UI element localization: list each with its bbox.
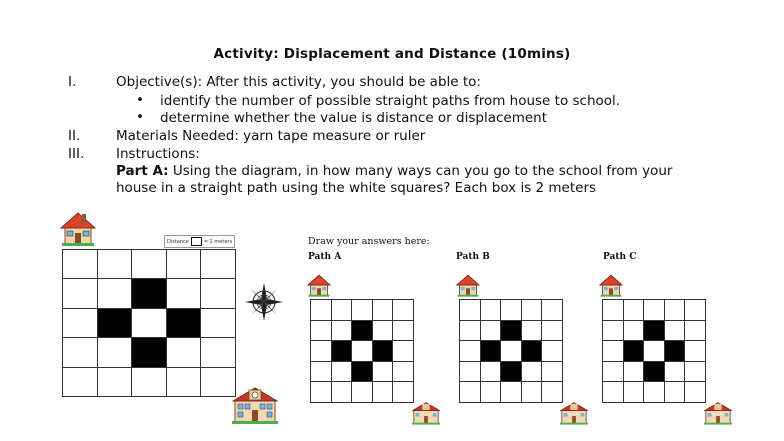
- grid-cell-empty[interactable]: [685, 300, 706, 321]
- grid-row: [63, 367, 236, 396]
- grid-cell-empty[interactable]: [166, 338, 201, 367]
- objective-text: Objective(s): After this activity, you should be able to:: [116, 74, 481, 90]
- grid-cell-empty[interactable]: [644, 341, 665, 362]
- grid-cell-empty[interactable]: [603, 361, 624, 382]
- grid-cell-empty[interactable]: [393, 300, 414, 321]
- grid-cell-empty[interactable]: [623, 300, 644, 321]
- grid-cell-empty[interactable]: [132, 367, 167, 396]
- grid-cell-empty[interactable]: [623, 382, 644, 403]
- grid-cell-filled: [501, 361, 522, 382]
- part-a-line: [116, 163, 672, 179]
- grid-cell-filled: [521, 341, 542, 362]
- grid-cell-empty[interactable]: [331, 361, 352, 382]
- grid-cell-empty[interactable]: [201, 308, 236, 337]
- grid-cell-empty[interactable]: [201, 338, 236, 367]
- grid-row: [63, 250, 236, 279]
- instructions-text: Instructions:: [116, 146, 200, 162]
- grid-row: [311, 300, 414, 321]
- answer-grid-b[interactable]: [459, 299, 563, 403]
- grid-row: [311, 361, 414, 382]
- grid-cell-empty[interactable]: [166, 279, 201, 308]
- grid-row: [311, 320, 414, 341]
- grid-cell-empty[interactable]: [372, 320, 393, 341]
- grid-cell-empty[interactable]: [393, 320, 414, 341]
- grid-cell-empty[interactable]: [542, 341, 563, 362]
- grid-cell-empty[interactable]: [132, 308, 167, 337]
- grid-row: [460, 341, 563, 362]
- grid-cell-empty[interactable]: [480, 320, 501, 341]
- grid-cell-empty[interactable]: [521, 320, 542, 341]
- grid-cell-empty[interactable]: [331, 300, 352, 321]
- grid-cell-empty[interactable]: [372, 382, 393, 403]
- grid-cell-filled: [372, 341, 393, 362]
- grid-cell-empty[interactable]: [352, 300, 373, 321]
- answer-grid-a[interactable]: [310, 299, 414, 403]
- house-icon: [455, 272, 481, 298]
- grid-cell-empty[interactable]: [603, 341, 624, 362]
- grid-cell-empty[interactable]: [393, 361, 414, 382]
- grid-cell-empty[interactable]: [685, 382, 706, 403]
- grid-cell-empty[interactable]: [460, 361, 481, 382]
- grid-cell-empty[interactable]: [603, 382, 624, 403]
- grid-cell-empty[interactable]: [166, 250, 201, 279]
- grid-cell-empty[interactable]: [603, 300, 624, 321]
- answer-grid-c[interactable]: [602, 299, 706, 403]
- path-a-label: Path A: [308, 252, 342, 262]
- grid-cell-filled: [644, 320, 665, 341]
- materials-text: Materials Needed: yarn tape measure or ruler: [116, 128, 426, 144]
- path-b-label: Path B: [456, 252, 490, 262]
- grid-row: [311, 382, 414, 403]
- grid-cell-empty[interactable]: [542, 361, 563, 382]
- grid-cell-empty[interactable]: [372, 361, 393, 382]
- grid-cell-filled: [352, 361, 373, 382]
- legend-box: [191, 237, 202, 246]
- bullet-icon: •: [136, 92, 144, 108]
- house-icon: [598, 272, 624, 298]
- grid-cell-empty[interactable]: [664, 382, 685, 403]
- grid-cell-filled: [644, 361, 665, 382]
- grid-cell-empty[interactable]: [623, 361, 644, 382]
- grid-cell-empty[interactable]: [542, 320, 563, 341]
- grid-cell-empty[interactable]: [685, 361, 706, 382]
- grid-cell-empty[interactable]: [480, 300, 501, 321]
- school-icon: [412, 400, 440, 426]
- grid-cell-empty[interactable]: [542, 300, 563, 321]
- grid-cell-empty[interactable]: [460, 320, 481, 341]
- grid-cell-empty[interactable]: [97, 367, 132, 396]
- grid-row: [63, 338, 236, 367]
- grid-cell-filled: [97, 308, 132, 337]
- grid-row: [603, 300, 706, 321]
- grid-cell-filled: [132, 338, 167, 367]
- house-icon: [306, 272, 332, 298]
- grid-row: [460, 320, 563, 341]
- scale-legend: [164, 235, 235, 248]
- school-icon: [704, 400, 732, 426]
- grid-cell-empty[interactable]: [201, 367, 236, 396]
- grid-cell-empty[interactable]: [603, 320, 624, 341]
- grid-cell-empty[interactable]: [166, 367, 201, 396]
- grid-cell-filled: [664, 341, 685, 362]
- grid-row: [311, 341, 414, 362]
- grid-cell-empty[interactable]: [63, 338, 98, 367]
- section-numeral: II.: [68, 128, 81, 144]
- grid-row: [63, 279, 236, 308]
- grid-cell-empty[interactable]: [664, 361, 685, 382]
- grid-cell-filled: [501, 320, 522, 341]
- grid-cell-empty[interactable]: [460, 300, 481, 321]
- grid-row: [603, 361, 706, 382]
- grid-cell-empty[interactable]: [63, 367, 98, 396]
- grid-cell-empty[interactable]: [311, 300, 332, 321]
- grid-cell-empty[interactable]: [480, 361, 501, 382]
- grid-cell-empty[interactable]: [644, 300, 665, 321]
- grid-cell-empty[interactable]: [97, 338, 132, 367]
- grid-cell-empty[interactable]: [63, 279, 98, 308]
- grid-cell-empty[interactable]: [132, 250, 167, 279]
- grid-row: [603, 320, 706, 341]
- path-c-label: Path C: [603, 252, 637, 262]
- school-icon: [232, 384, 278, 426]
- grid-cell-empty[interactable]: [501, 341, 522, 362]
- bullet-icon: •: [136, 109, 144, 125]
- grid-cell-empty[interactable]: [311, 382, 332, 403]
- grid-cell-empty[interactable]: [331, 320, 352, 341]
- grid-cell-empty[interactable]: [97, 250, 132, 279]
- grid-cell-empty[interactable]: [501, 382, 522, 403]
- house-icon: [58, 208, 98, 248]
- legend-left-text: Distance: [167, 238, 189, 245]
- grid-cell-empty[interactable]: [521, 382, 542, 403]
- legend-right-text: = 2 meters: [203, 238, 233, 245]
- school-icon: [560, 400, 588, 426]
- grid-cell-empty[interactable]: [393, 382, 414, 403]
- grid-cell-filled: [623, 341, 644, 362]
- part-a-text-cont: house in a straight path using the white squares? Each box is 2 meters: [116, 180, 597, 196]
- grid-row: [460, 382, 563, 403]
- draw-answers-label: Draw your answers here:: [308, 236, 430, 247]
- grid-cell-empty[interactable]: [352, 382, 373, 403]
- grid-cell-filled: [480, 341, 501, 362]
- section-numeral: III.: [68, 146, 85, 162]
- grid-row: [460, 361, 563, 382]
- grid-row: [603, 341, 706, 362]
- grid-cell-empty[interactable]: [311, 341, 332, 362]
- grid-cell-empty[interactable]: [460, 341, 481, 362]
- grid-cell-empty[interactable]: [63, 308, 98, 337]
- grid-row: [63, 308, 236, 337]
- compass-icon: [244, 282, 284, 322]
- objective-bullet: determine whether the value is distance or displacement: [160, 110, 548, 126]
- grid-cell-empty[interactable]: [311, 361, 332, 382]
- grid-cell-empty[interactable]: [685, 341, 706, 362]
- part-a-label: Part A:: [116, 163, 169, 179]
- grid-cell-empty[interactable]: [521, 361, 542, 382]
- grid-cell-empty[interactable]: [352, 341, 373, 362]
- grid-row: [603, 382, 706, 403]
- section-numeral: I.: [68, 74, 77, 90]
- grid-cell-empty[interactable]: [97, 279, 132, 308]
- grid-cell-filled: [166, 308, 201, 337]
- grid-cell-empty[interactable]: [501, 300, 522, 321]
- grid-cell-empty[interactable]: [664, 320, 685, 341]
- grid-cell-empty[interactable]: [644, 382, 665, 403]
- objective-bullet: identify the number of possible straight paths from house to school.: [160, 93, 621, 109]
- grid-cell-empty[interactable]: [201, 250, 236, 279]
- grid-cell-filled: [331, 341, 352, 362]
- grid-cell-empty[interactable]: [372, 300, 393, 321]
- grid-cell-empty[interactable]: [331, 382, 352, 403]
- grid-cell-filled: [352, 320, 373, 341]
- grid-cell-filled: [132, 279, 167, 308]
- grid-cell-empty[interactable]: [311, 320, 332, 341]
- grid-cell-empty[interactable]: [201, 279, 236, 308]
- grid-cell-empty[interactable]: [685, 320, 706, 341]
- grid-row: [460, 300, 563, 321]
- main-grid: [62, 249, 236, 397]
- grid-cell-empty[interactable]: [480, 382, 501, 403]
- grid-cell-empty[interactable]: [664, 300, 685, 321]
- grid-cell-empty[interactable]: [623, 320, 644, 341]
- grid-cell-empty[interactable]: [63, 250, 98, 279]
- grid-cell-empty[interactable]: [521, 300, 542, 321]
- page-title: Activity: Displacement and Distance (10mins): [213, 46, 571, 62]
- part-a-text: Using the diagram, in how many ways can you go to the school from your: [168, 163, 673, 179]
- grid-cell-empty[interactable]: [393, 341, 414, 362]
- grid-cell-empty[interactable]: [460, 382, 481, 403]
